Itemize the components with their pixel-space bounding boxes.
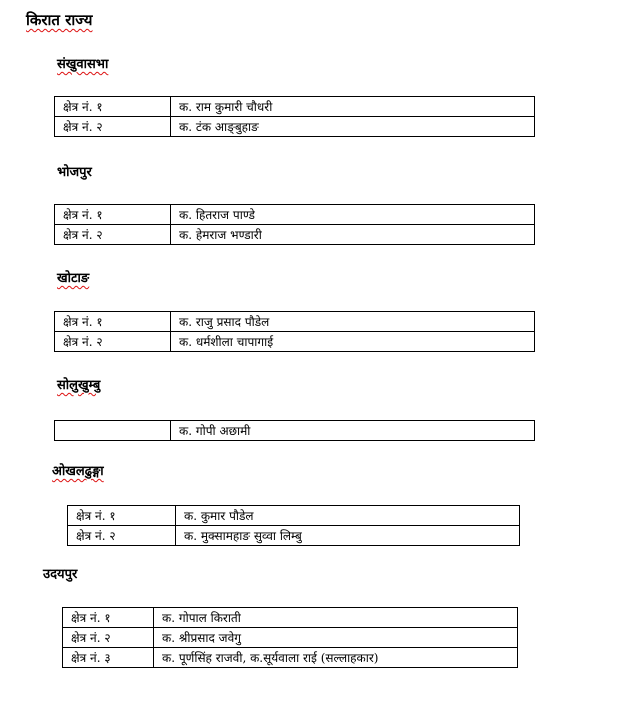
representative-cell: क. राम कुमारी चौधरी (171, 97, 535, 117)
table-row (63, 648, 518, 668)
constituency-cell (55, 421, 171, 441)
constituency-table-udayapur (62, 607, 518, 668)
constituency-table-okhaldhunga (67, 505, 520, 546)
constituency-cell: क्षेत्र नं. २ (63, 628, 154, 648)
table-row (63, 608, 518, 628)
constituency-cell: क्षेत्र नं. ३ (63, 648, 154, 668)
page-title: किरात राज्य (26, 11, 93, 29)
table-row (55, 117, 535, 137)
table-row (55, 332, 535, 352)
representative-cell: क. हेमराज भण्डारी (171, 225, 535, 245)
table-row (55, 225, 535, 245)
section-title-bhojpur: भोजपुर (57, 165, 92, 180)
constituency-table-sankhuwasabha (54, 96, 535, 137)
representative-cell: क. हितराज पाण्डे (171, 205, 535, 225)
representative-cell: क. टंक आङ्बुहाङ (171, 117, 535, 137)
representative-cell: क. गोपाल किराती (154, 608, 518, 628)
constituency-cell: क्षेत्र नं. १ (55, 312, 171, 332)
table-row (55, 205, 535, 225)
constituency-cell: क्षेत्र नं. १ (55, 205, 171, 225)
representative-cell: क. पूर्णसिंह राजवी, क.सूर्यवाला राई (सल्लाहकार) (154, 648, 518, 668)
constituency-cell: क्षेत्र नं. २ (55, 117, 171, 137)
constituency-cell: क्षेत्र नं. २ (55, 332, 171, 352)
constituency-table-bhojpur (54, 204, 535, 245)
table-row (68, 506, 520, 526)
constituency-table-solukhumbu (54, 420, 535, 441)
table-row (63, 628, 518, 648)
constituency-table-khotang (54, 311, 535, 352)
section-title-udayapur: उदयपुर (43, 567, 78, 582)
constituency-cell: क्षेत्र नं. २ (55, 225, 171, 245)
table-row (55, 97, 535, 117)
constituency-cell: क्षेत्र नं. १ (68, 506, 176, 526)
representative-cell: क. श्रीप्रसाद जवेगु (154, 628, 518, 648)
table-row (55, 421, 535, 441)
constituency-cell: क्षेत्र नं. २ (68, 526, 176, 546)
representative-cell: क. मुक्सामहाङ सुव्वा लिम्बु (176, 526, 520, 546)
representative-cell: क. गोपी अछामी (171, 421, 535, 441)
representative-cell: क. कुमार पौडेल (176, 506, 520, 526)
section-title-okhaldhunga: ओखलढुङ्गा (52, 464, 104, 479)
constituency-cell: क्षेत्र नं. १ (63, 608, 154, 628)
representative-cell: क. राजु प्रसाद पौडेल (171, 312, 535, 332)
section-title-sankhuwasabha: संखुवासभा (57, 57, 109, 72)
table-row (55, 312, 535, 332)
representative-cell: क. धर्मशीला चापागाई (171, 332, 535, 352)
constituency-cell: क्षेत्र नं. १ (55, 97, 171, 117)
section-title-khotang: खोटाङ (57, 271, 90, 286)
section-title-solukhumbu: सोलुखुम्बु (57, 378, 101, 393)
table-row (68, 526, 520, 546)
